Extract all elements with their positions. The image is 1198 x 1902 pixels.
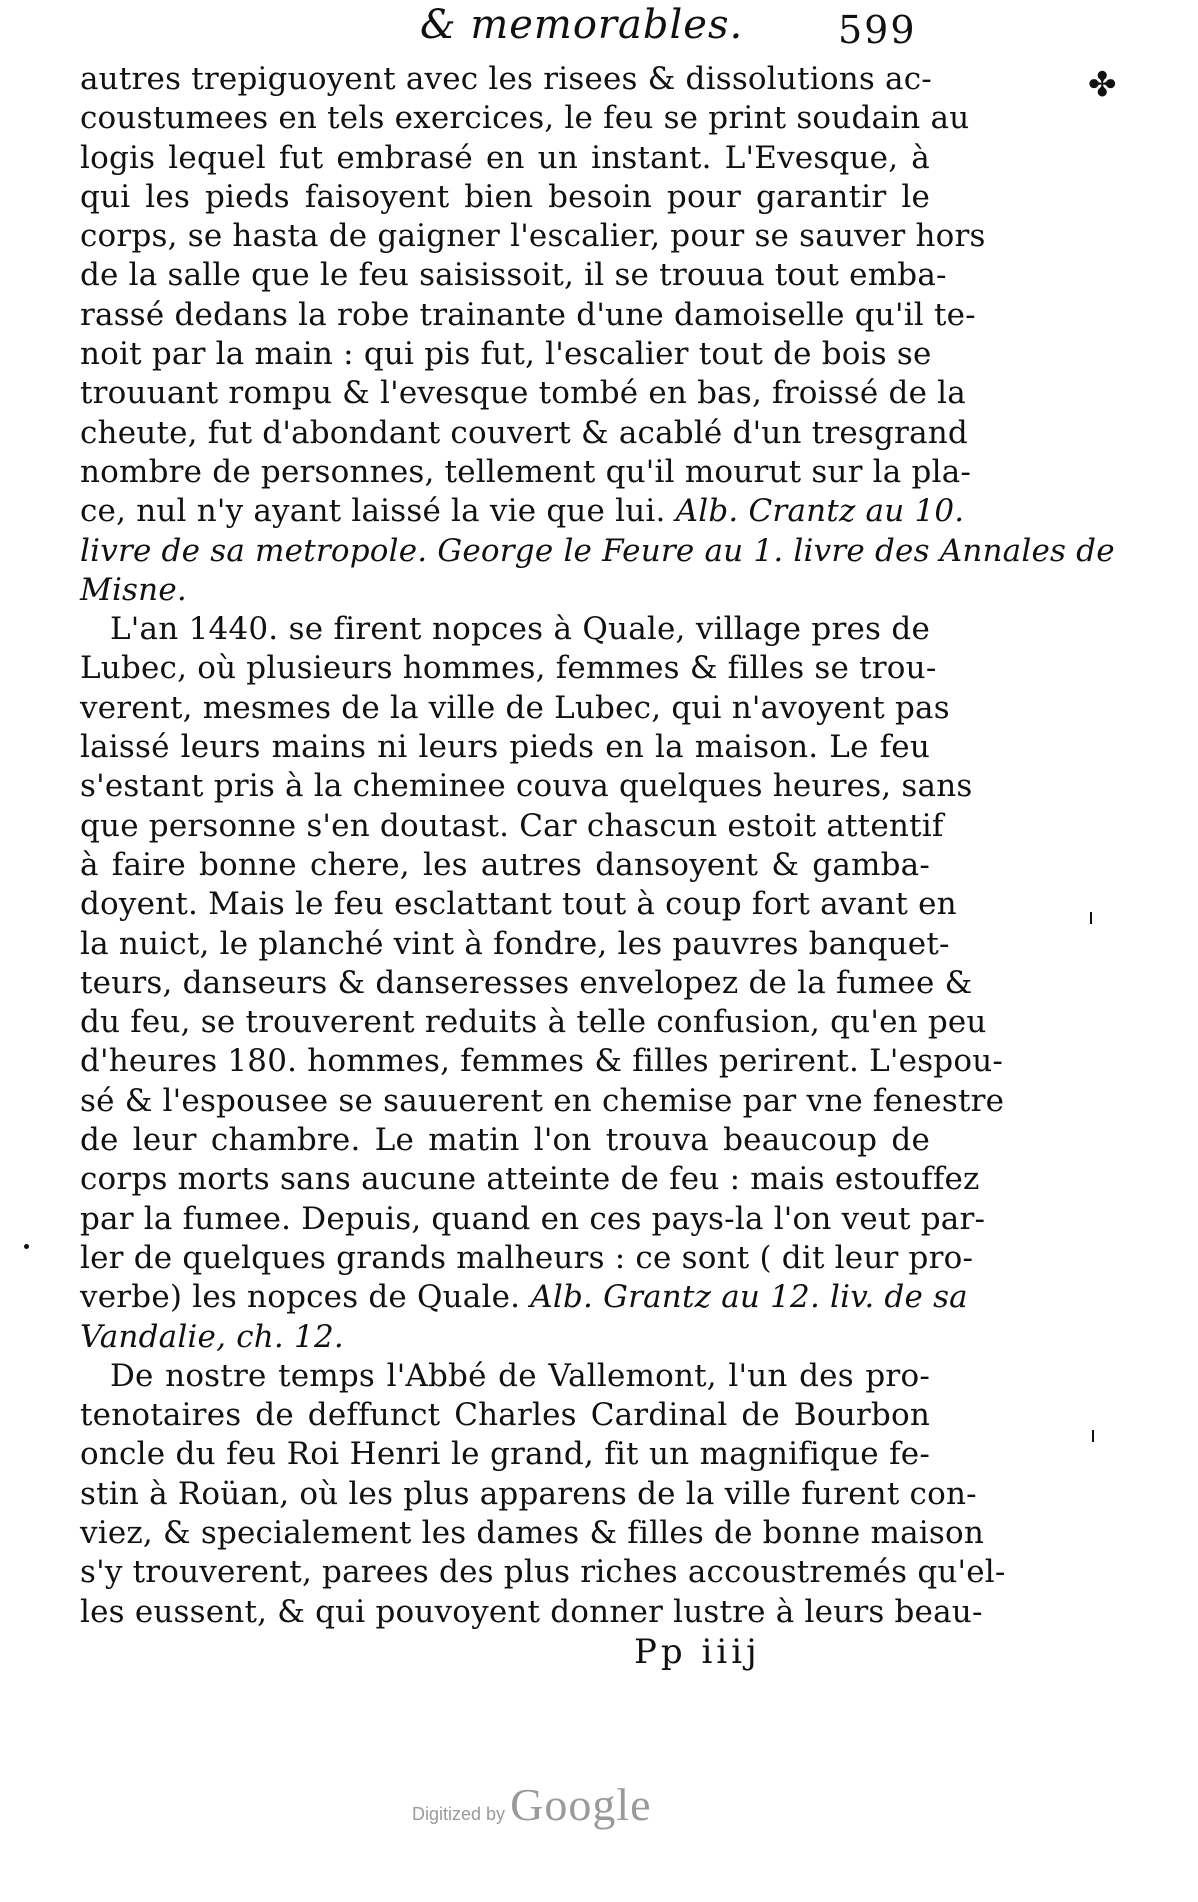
text-line: de leur chambre. Le matin l'on trouva beaucoup de: [80, 1122, 930, 1159]
text-line: s'estant pris à la cheminee couva quelques heures, sans: [80, 768, 973, 805]
text-segment: ce, nul n'y ayant laissé la vie que lui.: [80, 493, 666, 530]
text-line: viez, & specialement les dames & filles de bonne maison: [80, 1514, 985, 1551]
text-line: oncle du feu Roi Henri le grand, fit un magnifique fe-: [80, 1436, 930, 1473]
running-header-title: & memorables.: [420, 2, 744, 48]
margin-ornament-icon: ✤: [1088, 65, 1117, 105]
body-text: [80, 60, 1115, 1632]
text-line: nombre de personnes, tellement qu'il mourut sur la pla-: [80, 453, 972, 490]
page-number: 599: [838, 8, 917, 52]
text-line: cheute, fut d'abondant couvert & acablé d'un tresgrand: [80, 414, 968, 451]
text-line: rassé dedans la robe trainante d'une damoiselle qu'il te-: [80, 296, 976, 333]
text-line: doyent. Mais le feu esclattant tout à coup fort avant en: [80, 886, 957, 923]
text-line: teurs, danseurs & danseresses envelopez de la fumee &: [80, 964, 973, 1001]
text-line: d'heures 180. hommes, femmes & filles perirent. L'espou-: [80, 1043, 1004, 1080]
text-line: que personne s'en doutast. Car chascun estoit attentif: [80, 807, 944, 844]
citation-line: Vandalie, ch. 12.: [80, 1318, 344, 1355]
text-line: par la fumee. Depuis, quand en ces pays-la l'on veut par-: [80, 1200, 986, 1237]
citation-text: Alb. Crantz au 10.: [675, 493, 965, 530]
text-line: stin à Roüan, où les plus apparens de la ville furent con-: [80, 1475, 977, 1512]
margin-dot-mark: [24, 1244, 29, 1249]
paragraph: [80, 60, 1115, 610]
text-line: De nostre temps l'Abbé de Vallemont, l'un des pro-: [110, 1357, 930, 1394]
text-line: trouuant rompu & l'evesque tombé en bas, froissé de la: [80, 375, 966, 412]
paragraph: [80, 610, 1005, 1357]
margin-tick-mark: [1090, 912, 1092, 924]
text-line: du feu, se trouverent reduits à telle confusion, qu'en peu: [80, 1004, 987, 1041]
text-line: Lubec, où plusieurs hommes, femmes & filles se trou-: [80, 650, 937, 687]
text-line: laissé leurs mains ni leurs pieds en la maison. Le feu: [80, 729, 930, 766]
text-line: de la salle que le feu saisissoit, il se trouua tout emba-: [80, 257, 947, 294]
citation-line: livre de sa metropole. George le Feure au 1. livre des Annales de: [80, 532, 1115, 569]
text-line: qui les pieds faisoyent bien besoin pour garantir le: [80, 178, 930, 215]
text-line: à faire bonne chere, les autres dansoyent & gamba-: [80, 846, 930, 883]
citation-line: Misne.: [80, 571, 187, 608]
text-line: ler de quelques grands malheurs : ce sont ( dit leur pro-: [80, 1239, 974, 1276]
text-line: corps morts sans aucune atteinte de feu : mais estouffez: [80, 1161, 980, 1198]
signature-mark: Pp iiij: [634, 1632, 761, 1672]
paragraph: [80, 1357, 1006, 1632]
text-line-with-citation: [80, 1278, 968, 1317]
text-line: coustumees en tels exercices, le feu se print soudain au: [80, 100, 970, 137]
text-line: corps, se hasta de gaigner l'escalier, pour se sauver hors: [80, 218, 986, 255]
text-line-with-citation: [80, 492, 965, 531]
text-line: s'y trouverent, parees des plus riches accoustremés qu'el-: [80, 1554, 1006, 1591]
text-segment: verbe) les nopces de Quale.: [80, 1279, 521, 1316]
text-line: tenotaires de deffunct Charles Cardinal de Bourbon: [80, 1397, 930, 1434]
text-line: la nuict, le planché vint à fondre, les pauvres banquet-: [80, 925, 950, 962]
text-line: les eussent, & qui pouvoyent donner lustre à leurs beau-: [80, 1593, 983, 1630]
text-line: noit par la main : qui pis fut, l'escalier tout de bois se: [80, 336, 932, 373]
watermark-brand-logo: Google: [510, 1779, 652, 1830]
text-line: L'an 1440. se firent nopces à Quale, village pres de: [110, 611, 930, 648]
text-line: sé & l'espousee se sauuerent en chemise par vne fenestre: [80, 1082, 1005, 1119]
digitized-watermark: [412, 1778, 652, 1831]
text-line: logis lequel fut embrasé en un instant. L'Evesque, à: [80, 139, 930, 176]
citation-text: Alb. Grantz au 12. liv. de sa: [530, 1279, 968, 1316]
watermark-digitized-text: Digitized by: [412, 1804, 506, 1824]
text-line: autres trepiguoyent avec les risees & dissolutions ac-: [80, 61, 932, 97]
text-line: verent, mesmes de la ville de Lubec, qui n'avoyent pas: [80, 689, 950, 726]
margin-tick-mark: [1092, 1430, 1094, 1442]
